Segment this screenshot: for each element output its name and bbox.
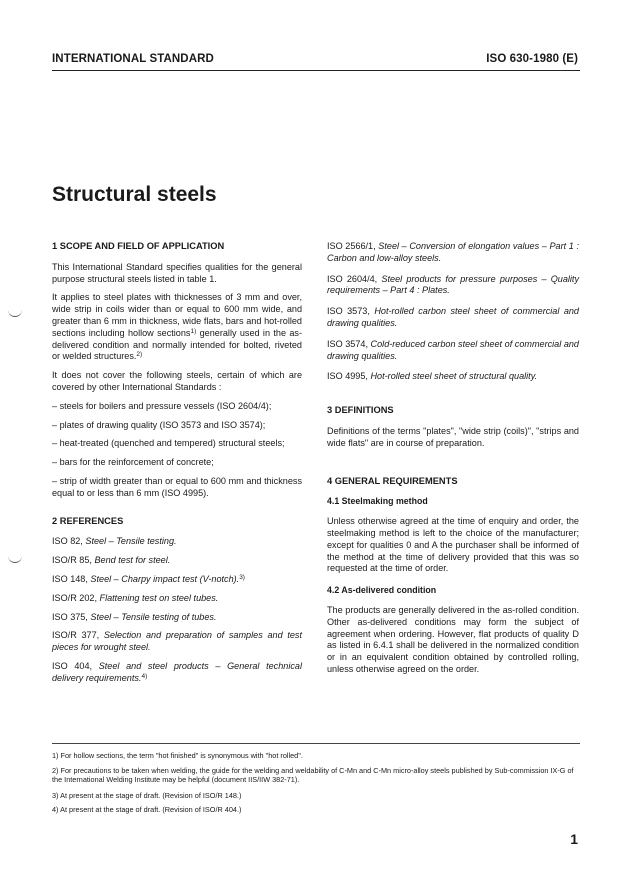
reference-item: ISO 3574, Cold-reduced carbon steel sheet of commercial and drawing qualities. bbox=[327, 338, 579, 361]
header-left: INTERNATIONAL STANDARD bbox=[52, 53, 214, 65]
list-item: – strip of width greater than or equal to 600 mm and thickness equal to or less than 6 mm (ISO 4995). bbox=[52, 475, 302, 498]
footnote-rule bbox=[52, 743, 580, 744]
left-column bbox=[52, 241, 302, 692]
reference-item: ISO 375, Steel – Tensile testing of tubes. bbox=[52, 611, 217, 622]
list-item: – bars for the reinforcement of concrete; bbox=[52, 457, 214, 468]
subsection-4-2-heading: 4.2 As-delivered condition bbox=[327, 585, 437, 596]
section-4-paragraph: The products are generally delivered in the as-rolled condition. Other as-delivered conditions may form the subject of agreement when ordering. However, flat products of quality D as listed in 6.4.1 shall be delivered in the normalized condition or in an equivalent condition obtained by controlled rolling, unless otherwise agreed on the order. bbox=[327, 604, 579, 674]
reference-item: ISO 2604/4, Steel products for pressure purposes – Quality requirements – Part 4 : Plates. bbox=[327, 273, 580, 296]
footnote: 3) At present at the stage of draft. (Revision of ISO/R 148.) bbox=[52, 791, 242, 800]
reference-item: ISO 148, Steel – Charpy impact test (V-notch).$^{3)}$ bbox=[52, 573, 245, 584]
page-number: 1 bbox=[570, 831, 578, 847]
list-item: – plates of drawing quality (ISO 3573 and ISO 3574); bbox=[52, 419, 266, 430]
reference-item: ISO 3573, Hot-rolled carbon steel sheet of commercial and drawing qualities. bbox=[327, 306, 579, 328]
reference-item: ISO/R 85, Bend test for steel. bbox=[52, 555, 171, 566]
margin-mark bbox=[8, 310, 22, 317]
header-right: ISO 630-1980 (E) bbox=[486, 53, 578, 65]
section-4-heading: 4 GENERAL REQUIREMENTS bbox=[327, 475, 458, 486]
section-1-paragraph: This International Standard specifies qualities for the general purpose structural steels listed in table 1. bbox=[52, 261, 302, 284]
section-3-paragraph: Definitions of the terms "plates", "wide strip (coils)", "strips and wide flats" are in course of preparation. bbox=[327, 425, 579, 448]
footnote: 4) At present at the stage of draft. (Revision of ISO/R 404.) bbox=[52, 805, 242, 814]
header-rule bbox=[52, 70, 580, 71]
reference-item: ISO/R 202, Flattening test on steel tubes. bbox=[52, 592, 219, 603]
subsection-4-1-heading: 4.1 Steelmaking method bbox=[327, 496, 428, 507]
section-3-heading: 3 DEFINITIONS bbox=[327, 405, 394, 416]
section-1-paragraph: It applies to steel plates with thicknesses of 3 mm and over, wide strip in coils wider than or equal to 600 mm wide, and greater than 6 mm in thickness, wide flats, bars and hot-rolled sections including hollow sections$^{1)}$ generally used in the as-delivered condition and normally intended for bolted, riveted or welded structures.$^{2)}$ bbox=[52, 292, 302, 362]
reference-item: ISO 2566/1, Steel – Conversion of elongation values – Part 1 : Carbon and low-alloy steels. bbox=[327, 241, 580, 263]
footnote: 1) For hollow sections, the term "hot finished" is synonymous with "hot rolled". bbox=[52, 751, 303, 760]
list-item: – steels for boilers and pressure vessels (ISO 2604/4); bbox=[52, 400, 272, 411]
reference-item: ISO 4995, Hot-rolled steel sheet of structural quality. bbox=[327, 371, 538, 382]
footnote: 2) For precautions to be taken when welding, the guide for the welding and weldability of C-Mn and C-Mn micro-alloy steels published by Sub-commission IX-G of the International Welding Institute may be helpful (document IIS/IIW 382-71). bbox=[52, 766, 574, 785]
list-item: – heat-treated (quenched and tempered) structural steels; bbox=[52, 438, 285, 449]
section-1-heading: 1 SCOPE AND FIELD OF APPLICATION bbox=[52, 241, 225, 251]
page-title: Structural steels bbox=[52, 183, 217, 206]
margin-mark bbox=[8, 556, 22, 563]
section-1-paragraph: It does not cover the following steels, certain of which are covered by other International Standards : bbox=[52, 370, 302, 392]
right-column bbox=[327, 241, 579, 683]
reference-item: ISO/R 377, Selection and preparation of samples and test pieces for wrought steel. bbox=[52, 630, 302, 653]
reference-item: ISO 82, Steel – Tensile testing. bbox=[52, 536, 177, 547]
reference-item: ISO 404, Steel and steel products – General technical delivery requirements.$^{4)}$ bbox=[52, 660, 302, 683]
section-2-heading: 2 REFERENCES bbox=[52, 515, 124, 526]
section-4-paragraph: Unless otherwise agreed at the time of enquiry and order, the steelmaking method is left to the choice of the manufacturer; except for qualities 0 and A the purchaser shall be informed of the method at the time of delivery provided that this was so requested at the time of order. bbox=[327, 516, 579, 574]
